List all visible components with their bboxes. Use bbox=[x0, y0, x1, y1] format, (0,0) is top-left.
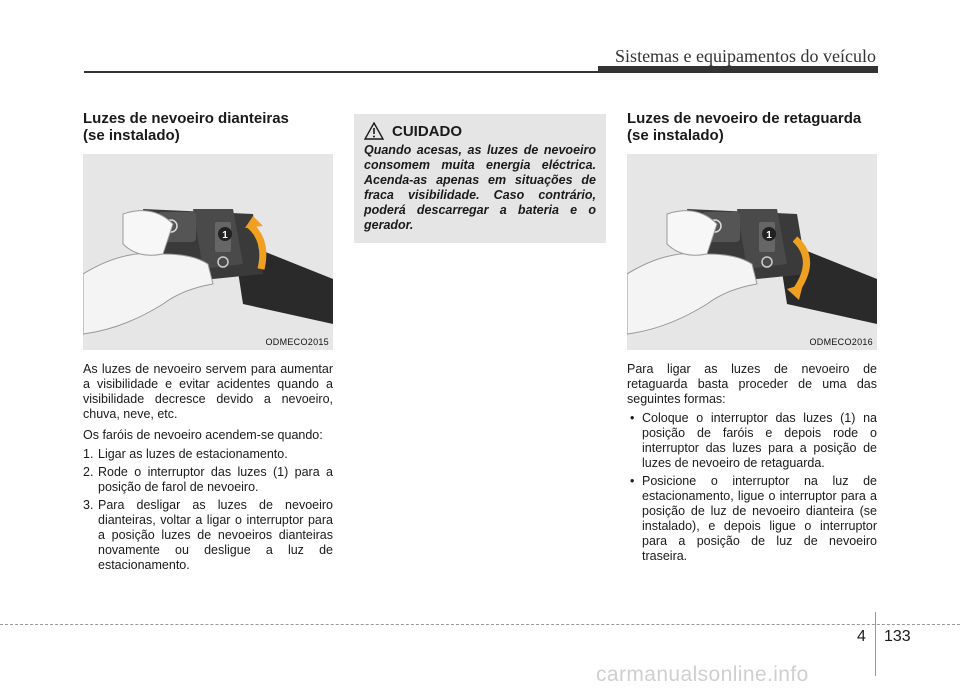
list-item: 1. Ligar as luzes de estacionamento. bbox=[83, 447, 288, 461]
watermark: carmanualsonline.info bbox=[596, 663, 809, 686]
rear-fog-section bbox=[627, 110, 877, 567]
front-fog-switch-illustration bbox=[83, 154, 333, 350]
front-fog-turn-on: Os faróis de nevoeiro acendem-se quando: bbox=[83, 428, 323, 442]
front-fog-figure bbox=[83, 154, 333, 350]
rear-fog-intro: Para ligar as luzes de nevoeiro de retaguarda basta proceder de uma das seguintes formas: bbox=[627, 362, 877, 406]
rear-fog-heading: Luzes de nevoeiro de retaguarda (se instalado) bbox=[627, 110, 862, 144]
caution-section bbox=[354, 110, 606, 243]
page-number: 133 bbox=[884, 628, 911, 645]
front-fog-section bbox=[83, 110, 333, 576]
list-item: 2. Rode o interruptor das luzes (1) para a posição de farol de nevoeiro. bbox=[83, 465, 333, 494]
front-fog-intro: As luzes de nevoeiro servem para aumentar a visibilidade e evitar acidentes quando a visibilidade decresce devido a nevoeiro, chuva, neve, etc. bbox=[83, 362, 333, 421]
warning-triangle-icon bbox=[364, 122, 384, 140]
figure-code: ODMECO2016 bbox=[809, 337, 873, 347]
rear-fog-switch-illustration bbox=[627, 154, 877, 350]
caution-header bbox=[364, 122, 596, 140]
chapter-number: 4 bbox=[857, 628, 866, 645]
footer-separator bbox=[875, 612, 876, 676]
front-fog-heading: Luzes de nevoeiro dianteiras (se instalado) bbox=[83, 110, 289, 144]
caution-title: CUIDADO bbox=[392, 122, 462, 140]
caution-box bbox=[354, 114, 606, 243]
caution-text: Quando acesas, as luzes de nevoeiro consomem muita energia eléctrica. Acenda-as apenas em situações de fraca visibilidade. Caso contrário, poderá descarregar a bateria e o gerador. bbox=[364, 143, 596, 232]
running-header: Sistemas e equipamentos do veículo bbox=[615, 46, 876, 66]
list-item: • Coloque o interruptor das luzes (1) na posição de faróis e depois rode o interruptor das luzes para a posição de luzes de nevoeiro de retaguarda. bbox=[630, 411, 877, 470]
rear-fog-figure bbox=[627, 154, 877, 350]
front-fog-steps bbox=[83, 447, 333, 573]
rear-fog-bullets bbox=[627, 411, 877, 564]
footer-rule bbox=[0, 624, 960, 625]
header-rule bbox=[84, 71, 878, 73]
switch-label-1: 1 bbox=[222, 230, 228, 241]
list-item: 3. Para desligar as luzes de nevoeiro dianteiras, voltar a ligar o interruptor para a posição luzes de nevoeiros dianteiras novamente ou desligue a luz de estacionamento. bbox=[83, 498, 333, 572]
list-item: • Posicione o interruptor na luz de estacionamento, ligue o interruptor para a posição de luz de nevoeiro dianteira (se instalado), e depois ligue o interruptor para a posição de luz de nevoeiro traseira. bbox=[630, 474, 877, 563]
figure-code: ODMECO2015 bbox=[265, 337, 329, 347]
switch-label-1: 1 bbox=[766, 230, 772, 241]
